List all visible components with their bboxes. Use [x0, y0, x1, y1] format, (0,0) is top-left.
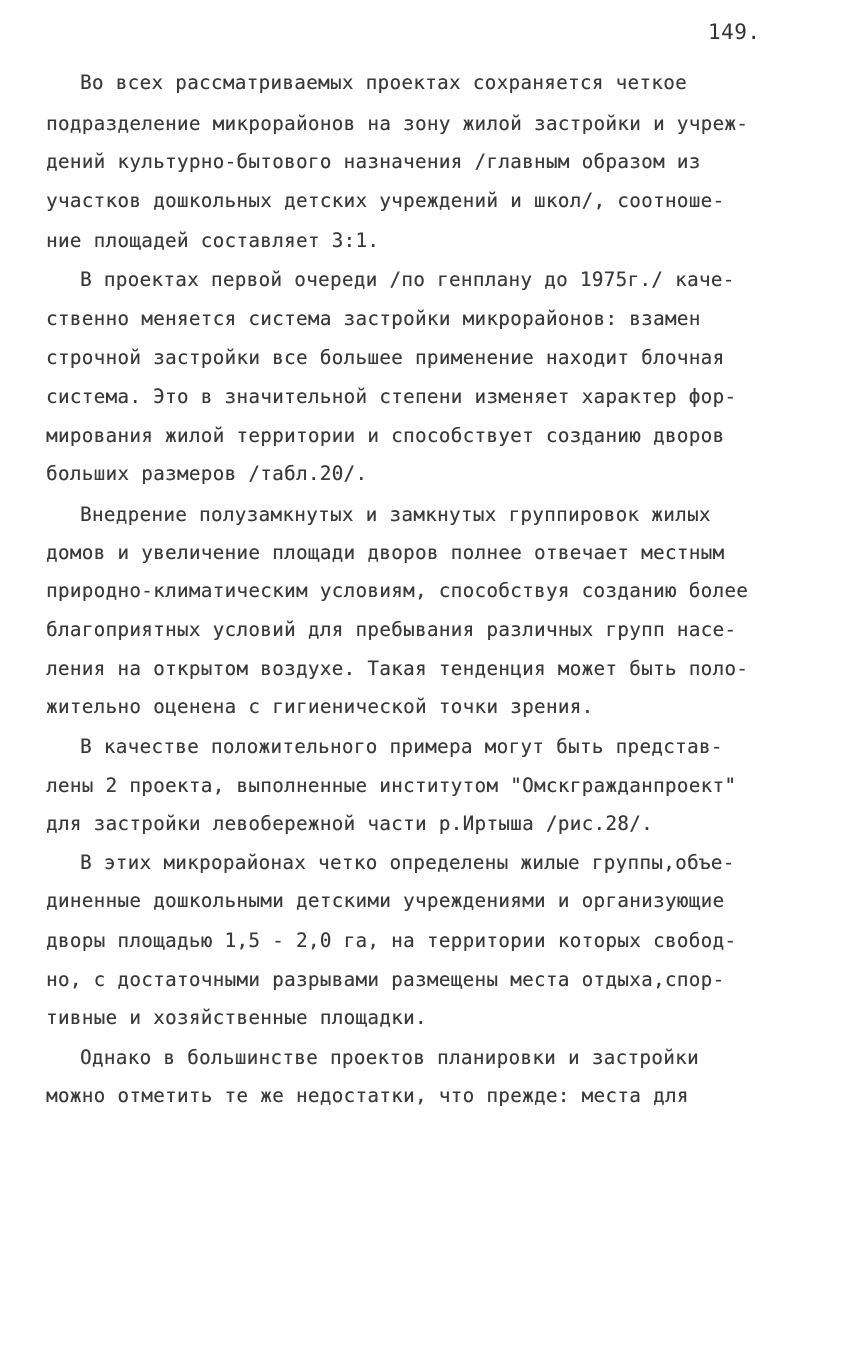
text-line: система. Это в значительной степени изменяет характер фор- — [46, 385, 737, 408]
text-line: для застройки левобережной части р.Иртыша /рис.28/. — [46, 812, 653, 835]
text-line: тивные и хозяйственные площадки. — [46, 1006, 427, 1029]
text-line: лены 2 проекта, выполненные институтом "Омскгражданпроект" — [46, 774, 737, 797]
text-line: диненные дошкольными детскими учреждениями и организующие — [46, 889, 725, 912]
text-line: Внедрение полузамкнутых и замкнутых группировок жилых — [80, 503, 711, 526]
text-line: жительно оценена с гигиенической точки зрения. — [46, 695, 594, 718]
text-line: участков дошкольных детских учреждений и школ/, соотноше- — [46, 189, 725, 212]
text-line: дений культурно-бытового назначения /главным образом из — [46, 150, 701, 173]
page-number: 149. — [708, 20, 761, 44]
text-line: но, с достаточными разрывами размещены места отдыха,спор- — [46, 968, 725, 991]
text-line: В качестве положительного примера могут быть представ- — [80, 735, 723, 758]
text-line: Во всех рассматриваемых проектах сохраняется четкое — [80, 71, 687, 94]
text-line: В проектах первой очереди /по генплану до 1975г./ каче- — [80, 268, 735, 291]
text-line: мирования жилой территории и способствует созданию дворов — [46, 424, 725, 447]
text-line: ственно меняется система застройки микрорайонов: взамен — [46, 307, 701, 330]
text-line: подразделение микрорайонов на зону жилой застройки и учреж- — [46, 112, 749, 135]
text-line: природно-климатическим условиям, способствуя созданию более — [46, 579, 749, 602]
text-line: ления на открытом воздухе. Такая тенденция может быть поло- — [46, 657, 749, 680]
text-line: благоприятных условий для пребывания различных групп насе- — [46, 618, 737, 641]
text-line: больших размеров /табл.20/. — [46, 462, 368, 485]
text-line: можно отметить те же недостатки, что прежде: места для — [46, 1084, 689, 1107]
text-line: дворы площадью 1,5 - 2,0 га, на территории которых свобод- — [46, 929, 737, 952]
text-line: домов и увеличение площади дворов полнее отвечает местным — [46, 541, 725, 564]
text-line: строчной застройки все большее применение находит блочная — [46, 346, 725, 369]
text-line: ние площадей составляет 3:1. — [46, 229, 380, 252]
text-line: В этих микрорайонах четко определены жилые группы,объе- — [80, 851, 735, 874]
text-line: Однако в большинстве проектов планировки и застройки — [80, 1046, 699, 1069]
